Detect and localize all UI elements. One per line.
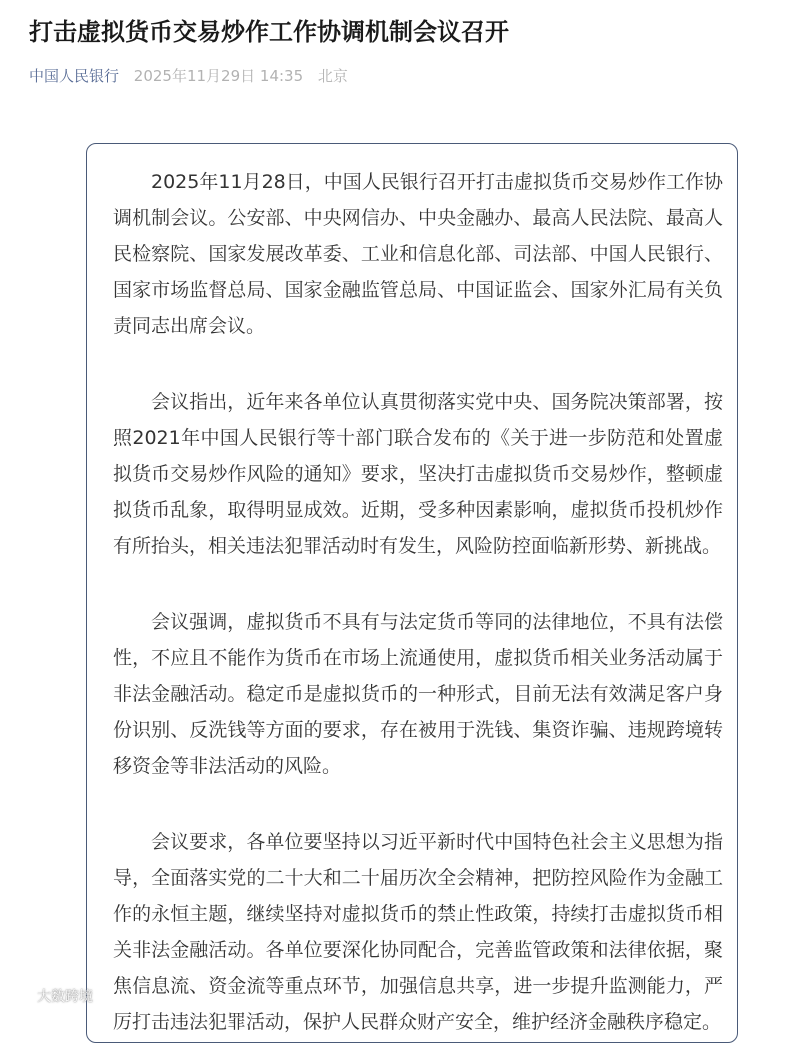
paragraph-4: 会议要求，各单位要坚持以习近平新时代中国特色社会主义思想为指导，全面落实党的二十大和二十届历次全会精神，把防控风险作为金融工作的永恒主题，继续坚持对虚拟货币的禁止性政策，持续打击虚拟货币相关非法金融活动。各单位要深化协同配合，完善监管政策和法律依据，聚焦信息流、资金流等重点环节，加强信息共享，进一步提升监测能力，严厉打击违法犯罪活动，保护人民群众财产安全，维护经济金融秩序稳定。 [113,831,723,1033]
paragraph-1: 2025年11月28日，中国人民银行召开打击虚拟货币交易炒作工作协调机制会议。公安部、中央网信办、中央金融办、最高人民法院、最高人民检察院、国家发展改革委、工业和信息化部、司法部、中国人民银行、国家市场监督总局、国家金融监管总局、中国证监会、国家外汇局有关负责同志出席会议。 [113,171,723,337]
watermark [8,986,93,1006]
paragraph-2: 会议指出，近年来各单位认真贯彻落实党中央、国务院决策部署，按照2021年中国人民银行等十部门联合发布的《关于进一步防范和处置虚拟货币交易炒作风险的通知》要求，坚决打击虚拟货币交易炒作，整顿虚拟货币乱象，取得明显成效。近期，受多种因素影响，虚拟货币投机炒作有所抬头，相关违法犯罪活动时有发生，风险防控面临新形势、新挑战。 [113,391,723,557]
publish-date: 2025年11月29日 14:35 [133,67,304,85]
paragraph-3: 会议强调，虚拟货币不具有与法定货币等同的法律地位，不具有法偿性，不应且不能作为货币在市场上流通使用，虚拟货币相关业务活动属于非法金融活动。稳定币是虚拟货币的一种形式，目前无法有效满足客户身份识别、反洗钱等方面的要求，存在被用于洗钱、集资诈骗、违规跨境转移资金等非法活动的风险。 [113,611,723,777]
watermark-text: 大数跨境 [37,989,93,1005]
source-link[interactable]: 中国人民银行 [29,67,120,85]
article-meta [29,64,348,88]
publish-location: 北京 [317,67,348,85]
sina-weibo-logo-icon [8,987,34,1005]
article-title: 打击虚拟货币交易炒作工作协调机制会议召开 [29,18,509,46]
article-content-box [86,143,738,1043]
